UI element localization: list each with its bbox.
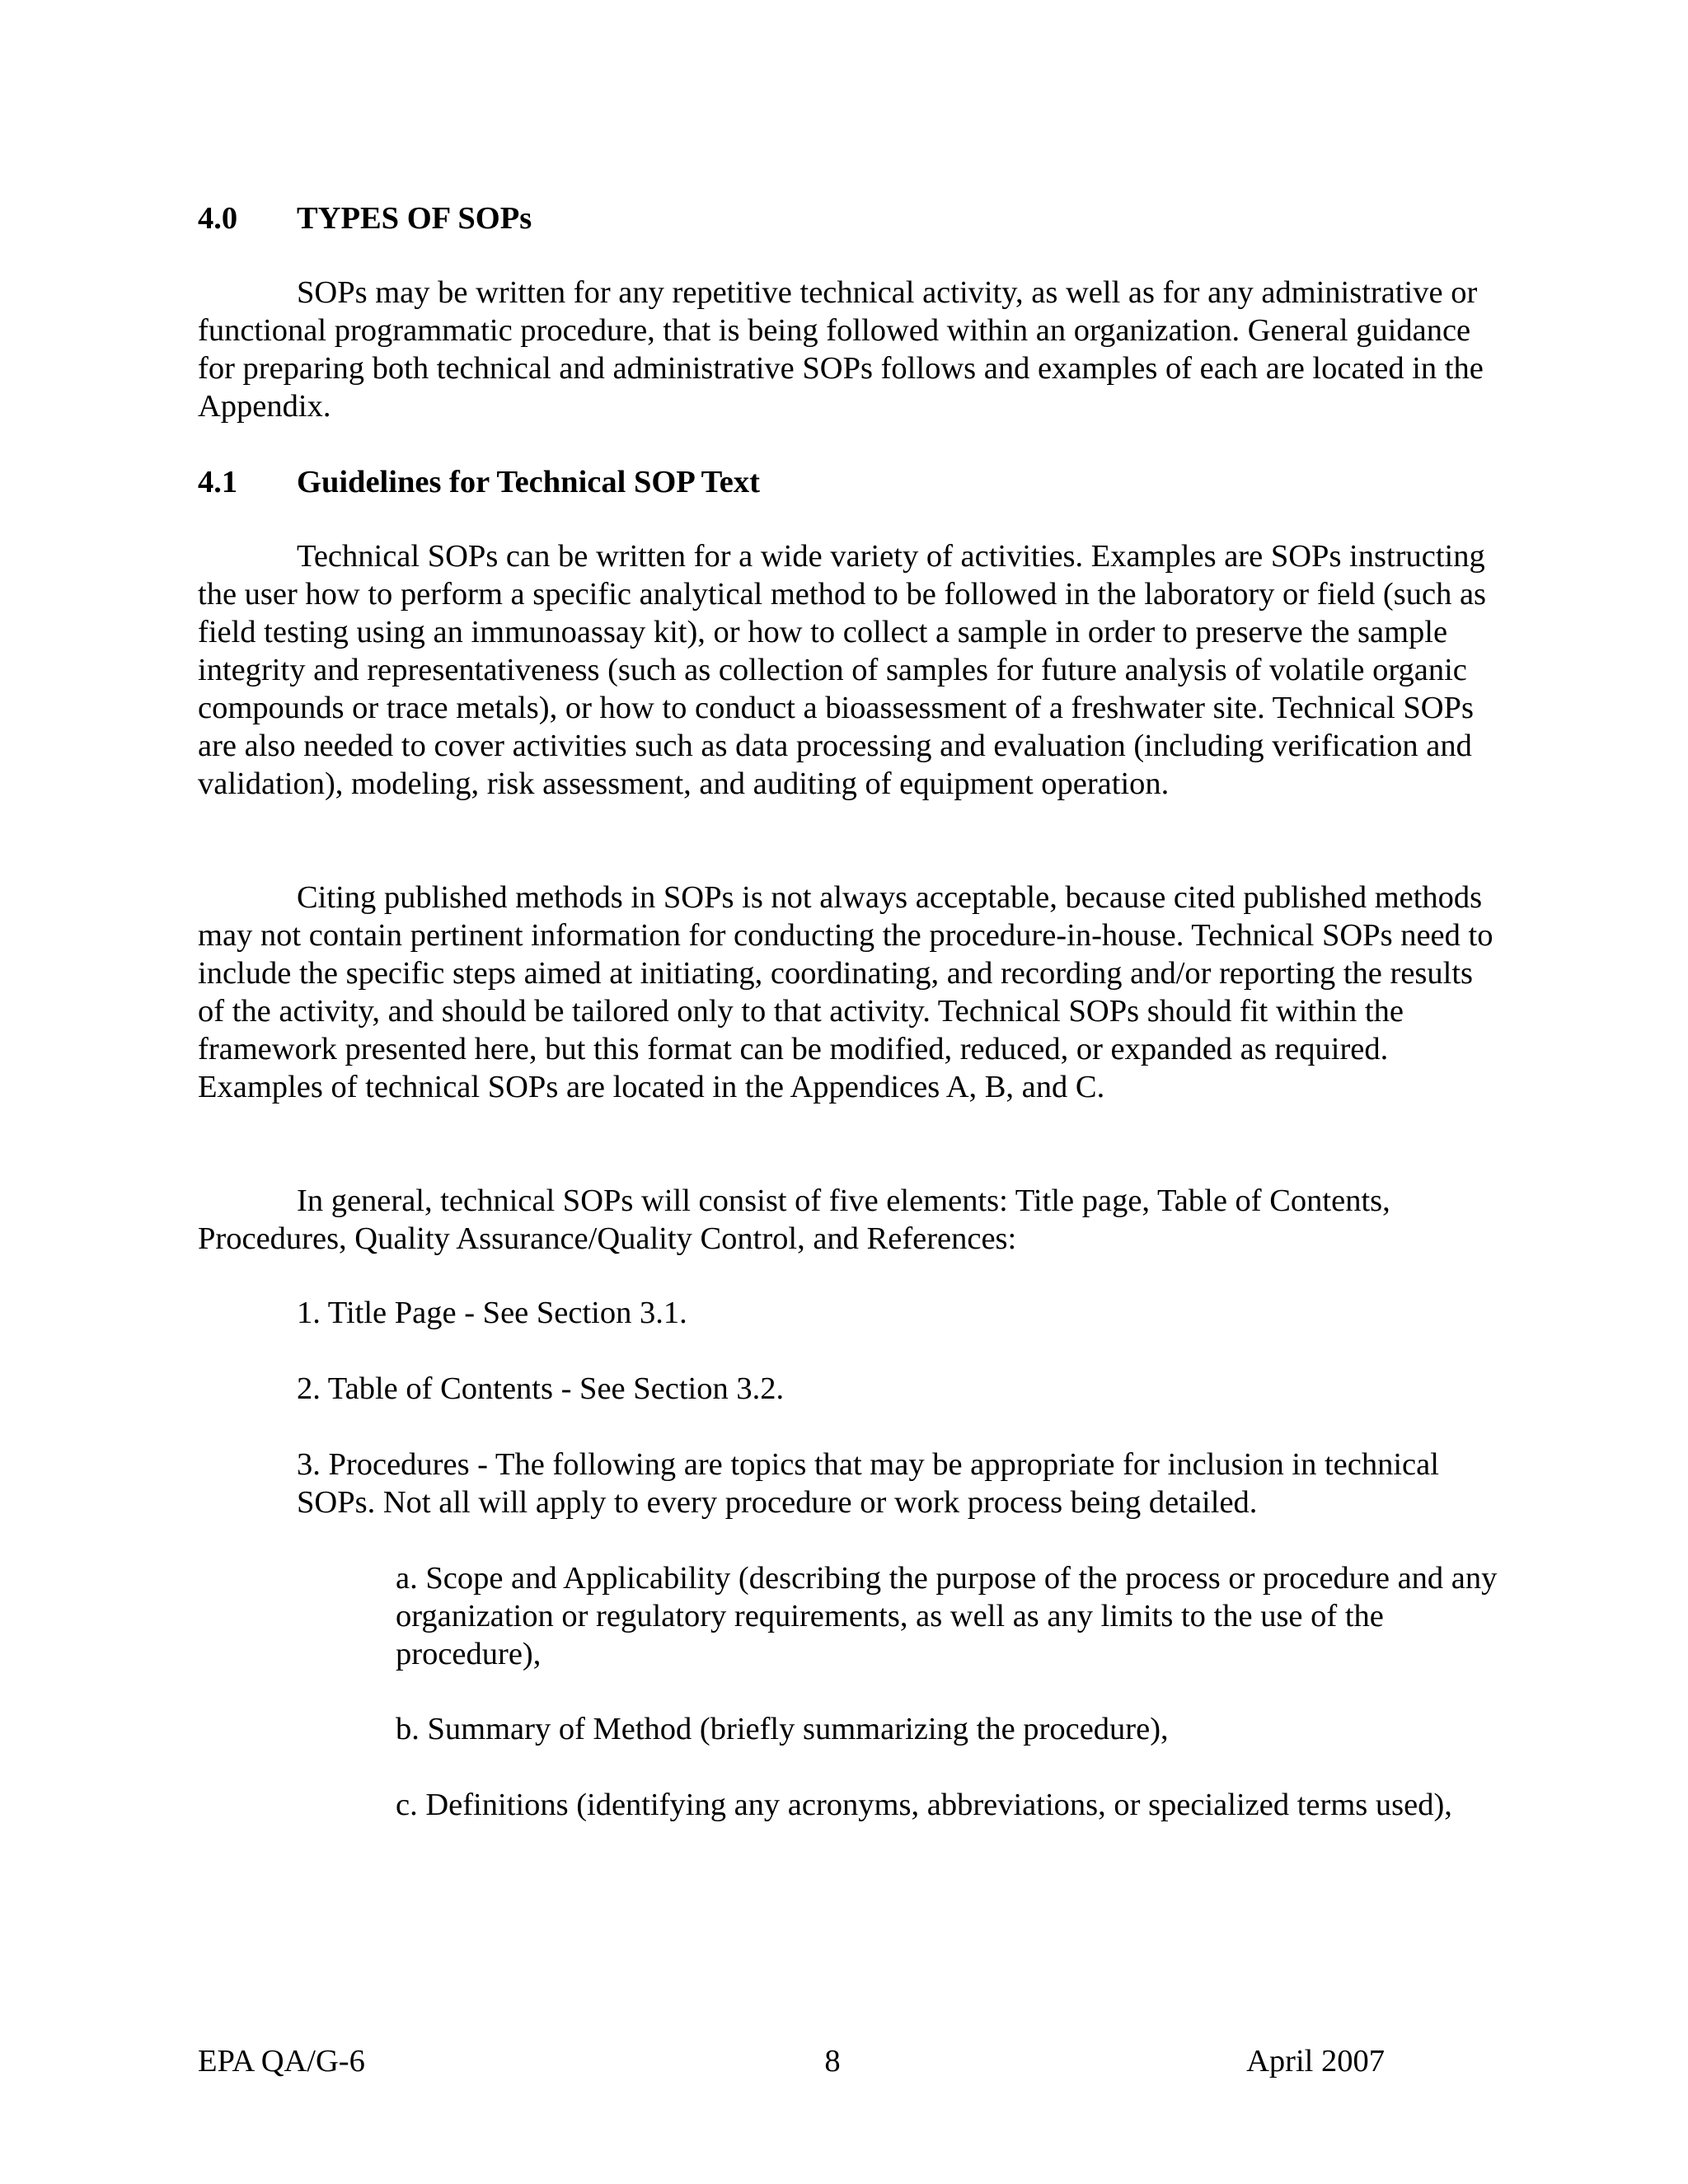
footer-date: April 2007 [1246, 2044, 1385, 2079]
sub-item-definitions: c. Definitions (identifying any acronyms, abbreviations, or specialized terms used), [396, 1788, 1452, 1822]
paragraph-technical-sops [198, 537, 1500, 803]
section-title: TYPES OF SOPs [297, 201, 532, 236]
paragraph-text: Technical SOPs can be written for a wide variety of activities. Examples are SOPs instructing the user how to perform a specific analytical method to be followed in the laboratory or field (such as field testing using an immunoassay kit), or how to collect a sample in order to preserve the sample integrity and representativeness (such as collection of samples for future analysis of volatile organic compounds or trace metals), or how to conduct a bioassessment of a freshwater site. Technical SOPs are also needed to cover activities such as data processing and evaluation (including verification and validation), modeling, risk assessment, and auditing of equipment operation. [198, 539, 1487, 801]
list-item-table-of-contents: 2. Table of Contents - See Section 3.2. [297, 1371, 785, 1406]
section-heading-4-1 [198, 463, 1500, 501]
paragraph-types-of-sops [198, 274, 1500, 425]
footer-page-number: 8 [824, 2044, 841, 2079]
paragraph-text: Citing published methods in SOPs is not always acceptable, because cited published methods may not contain pertinent information for conducting the procedure-in-house. Technical SOPs need to include the specific steps aimed at initiating, coordinating, and recording and/or reporting the results of the activity, and should be tailored only to that activity. Technical SOPs should fit within the framework presented here, but this format can be modified, reduced, or expanded as required. Examples of technical SOPs are located in the Appendices A, B, and C. [198, 880, 1493, 1104]
sub-item-summary: b. Summary of Method (briefly summarizing the procedure), [396, 1712, 1169, 1746]
page-footer [198, 2042, 1385, 2080]
footer-doc-id: EPA QA/G-6 [198, 2044, 365, 2079]
paragraph-text: In general, technical SOPs will consist of five elements: Title page, Table of Contents, Procedures, Quality Assurance/Quality Control, and References: [198, 1183, 1390, 1256]
paragraph-text: SOPs may be written for any repetitive technical activity, as well as for any administrative or functional programmatic procedure, that is being followed within an organization. General guidance for preparing both technical and administrative SOPs follows and examples of each are located in the Appendix. [198, 275, 1484, 424]
sub-item-scope: a. Scope and Applicability (describing the purpose of the process or procedure and any organization or regulatory requirements, as well as any limits to the use of the procedure), [396, 1561, 1498, 1671]
section-number: 4.1 [198, 465, 238, 499]
list-item-procedures: 3. Procedures - The following are topics that may be appropriate for inclusion in technical SOPs. Not all will apply to every procedure or work process being detailed. [297, 1447, 1439, 1520]
paragraph-citing-methods [198, 879, 1500, 1106]
paragraph-five-elements [198, 1182, 1500, 1258]
list-item-title-page: 1. Title Page - See Section 3.1. [297, 1296, 687, 1330]
section-number: 4.0 [198, 201, 238, 236]
section-title: Guidelines for Technical SOP Text [297, 465, 760, 499]
section-heading-4-0 [198, 199, 1500, 237]
